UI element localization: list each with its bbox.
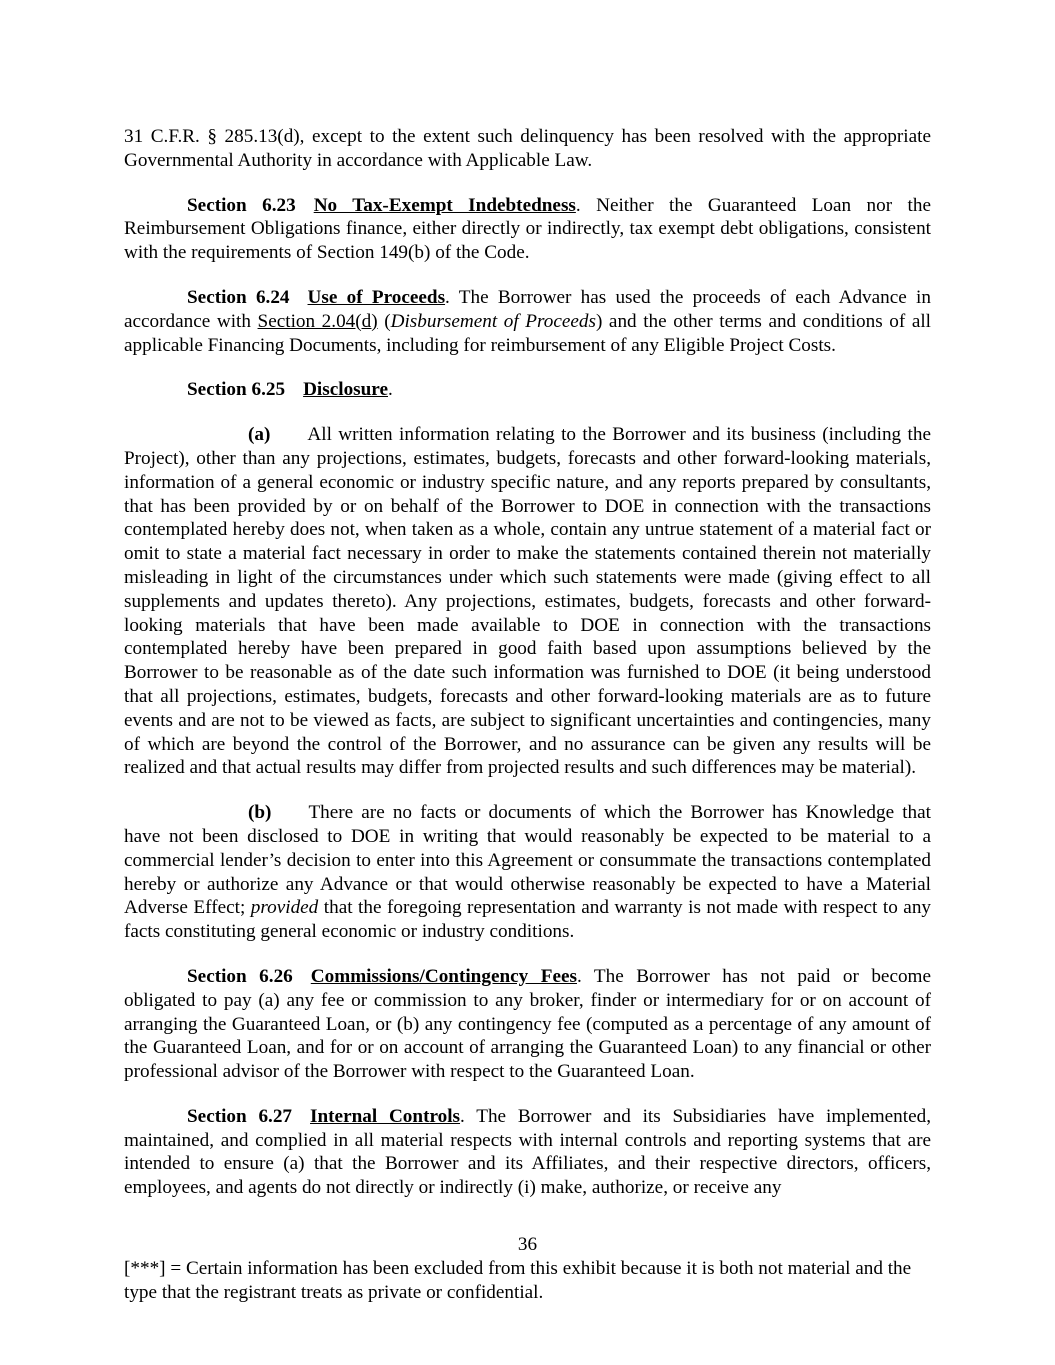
section-6-23 xyxy=(124,194,931,265)
section-6-25 xyxy=(124,378,931,402)
opening-paragraph: 31 C.F.R. § 285.13(d), except to the extent such delinquency has been resolved with the appropriate Governmental Authority in accordance with Applicable Law. xyxy=(124,126,931,171)
section-title: Use of Proceeds xyxy=(307,286,446,308)
clause-b xyxy=(124,801,931,944)
section-body: . The Borrower has not paid or become obligated to pay (a) any fee or commission to any broker, finder or intermediary for or on account of arranging the Guaranteed Loan, or (b) any contingency fee (computed as a percentage of any amount of the Guaranteed Loan, and for or on account of arranging the Guaranteed Loan) to any financial or other professional advisor of the Borrower with respect to the Guaranteed Loan. xyxy=(124,965,931,1083)
section-number: Section 6.23 xyxy=(187,194,296,216)
section-number: Section 6.24 xyxy=(187,286,290,308)
section-number: Section 6.27 xyxy=(187,1105,293,1127)
document-body xyxy=(124,125,931,1200)
clause-label: (a) xyxy=(248,424,271,446)
clause-text-continued: that the foregoing representation and warranty is not made with respect to any facts constituting general economic or industry conditions. xyxy=(124,897,932,943)
clause-text: There are no facts or documents of which the Borrower has Knowledge that have not been disclosed to DOE in writing that would reasonably be expected to be material to a commercial lender’s decision to enter into this Agreement or consummate the transactions contemplated hereby or authorize any Advance or that would otherwise reasonably be expected to have a Material Adverse Effect; xyxy=(124,802,931,919)
section-body: . The Borrower and its Subsidiaries have implemented, maintained, and complied in all material respects with internal controls and reporting systems that are intended to ensure (a) that the Borrower and its Affiliates, and their respective directors, officers, employees, and agents do not directly or indirectly (i) make, authorize, or receive any xyxy=(124,1105,931,1199)
section-number: Section 6.25 xyxy=(187,379,286,401)
clause-emphasis: provided xyxy=(250,897,319,919)
section-title: No Tax-Exempt Indebtedness xyxy=(313,194,576,216)
clause-text: All written information relating to the Borrower and its business (including the Project), other than any projections, estimates, budgets, forecasts and other forward-looking materials, information of a general economic or industry specific nature, and any reports prepared by consultants, that has been provided by or on behalf of the Borrower to DOE in connection with the transactions contemplated hereby does not, when taken as a whole, contain any untrue statement of a material fact or omit to state a material fact necessary in order to make the statements contained therein not materially misleading in light of the circumstances under which such statements were made (giving effect to all supplements and updates thereto). Any projections, estimates, budgets, forecasts and other forward-looking materials that have been made available to DOE in connection with the transactions contemplated hereby have been prepared in good faith based upon assumptions believed by the Borrower to be reasonable as of the date such information was furnished to DOE (it being understood that all projections, estimates, budgets, forecasts and other forward-looking materials are as to future events and are not to be viewed as facts, are subject to significant uncertainties and contingencies, many of which are beyond the control of the Borrower, and no assurance can be given any results will be realized and that actual results may differ from projected results and such differences may be material). xyxy=(124,424,931,779)
paren-open: ( xyxy=(377,310,391,332)
section-body-continued: ) and the other terms and conditions of all applicable Financing Documents, including for reimbursement of any Eligible Project Costs. xyxy=(124,310,931,356)
section-body: . The Borrower has used the proceeds of each Advance in accordance with xyxy=(124,286,931,332)
section-body: . Neither the Guaranteed Loan nor the Reimbursement Obligations finance, either directly or indirectly, tax exempt debt obligations, consistent with the requirements of Section 149(b) of the Code. xyxy=(124,194,931,264)
footer-note: [***] = Certain information has been excluded from this exhibit because it is both not material and the type that the registrant treats as private or confidential. xyxy=(124,1258,912,1303)
page-number: 36 xyxy=(517,1234,538,1255)
cross-reference-caption: Disbursement of Proceeds xyxy=(390,310,596,332)
section-6-24 xyxy=(124,286,931,357)
clause-a xyxy=(124,423,931,780)
section-6-27 xyxy=(124,1105,931,1200)
section-title: Commissions/Contingency Fees xyxy=(310,965,577,987)
section-number: Section 6.26 xyxy=(187,965,293,987)
section-title: Disclosure xyxy=(303,379,388,401)
clause-label: (b) xyxy=(248,802,272,824)
section-title: Internal Controls xyxy=(310,1105,461,1127)
section-6-26 xyxy=(124,965,931,1084)
section-cross-reference: Section 2.04(d) xyxy=(257,310,378,332)
section-title-period: . xyxy=(388,379,393,401)
